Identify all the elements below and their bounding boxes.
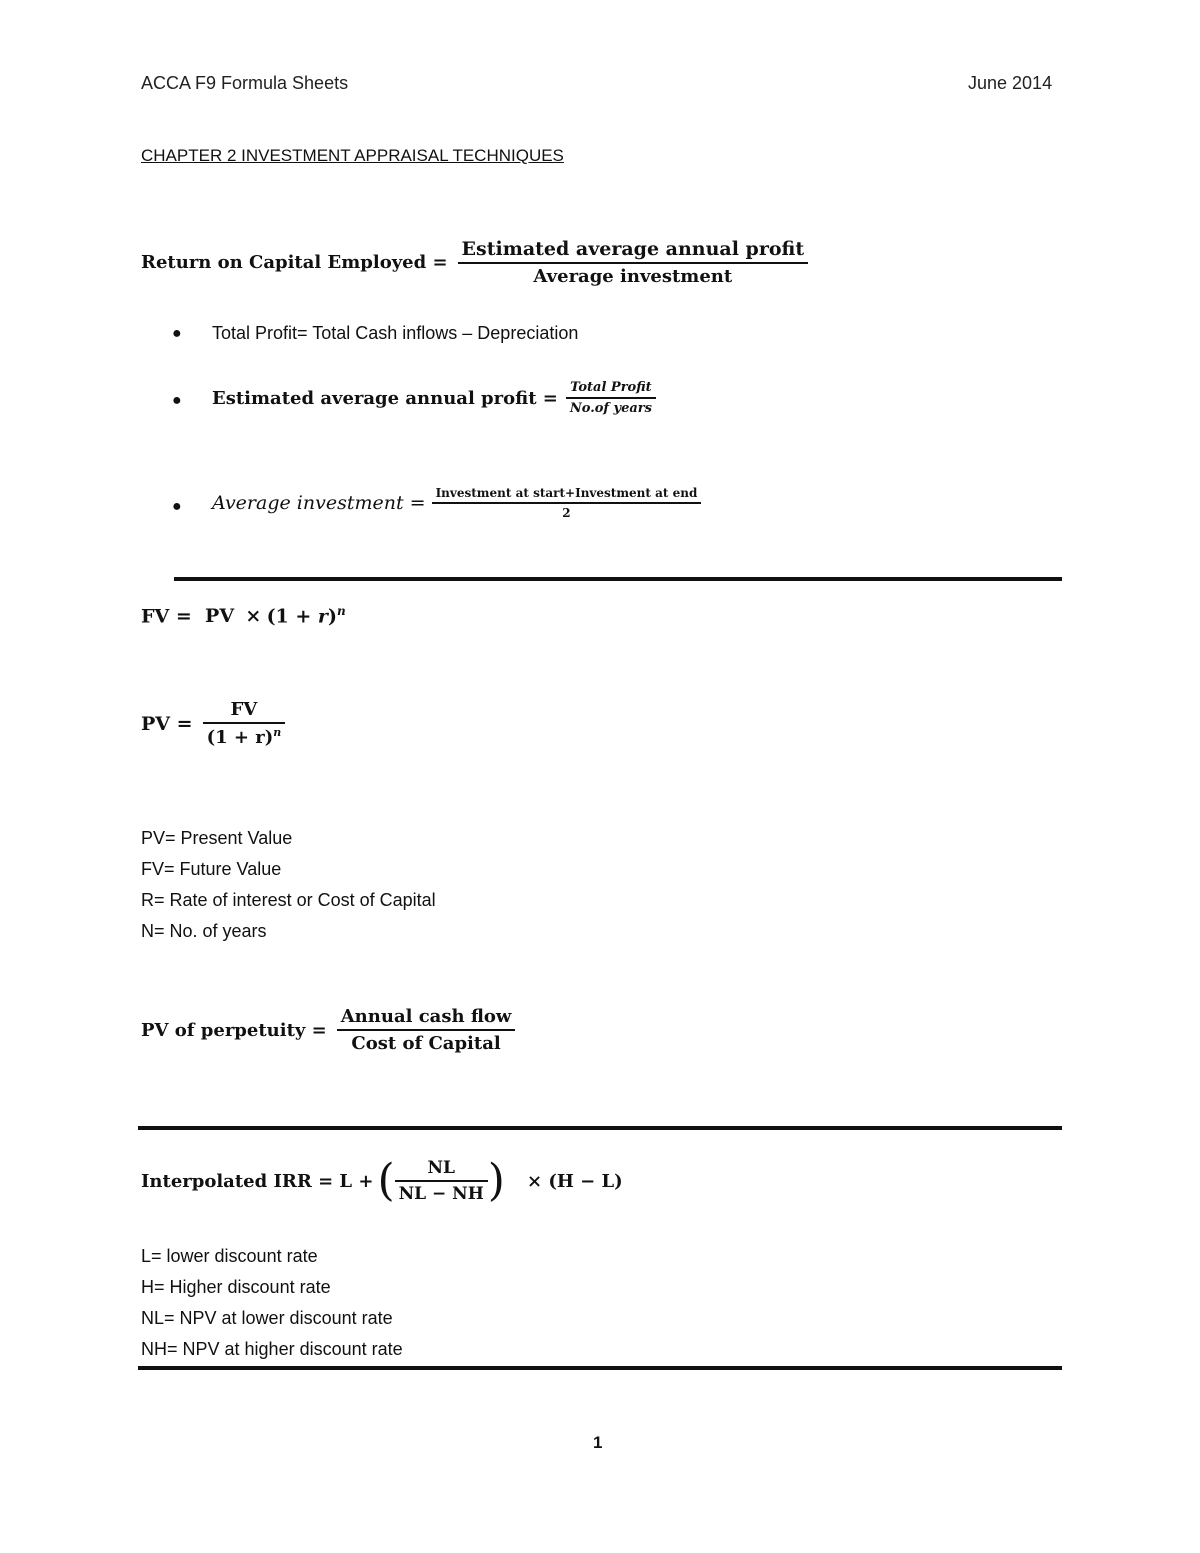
avg-investment-denominator: 2 bbox=[562, 506, 571, 520]
irr-fraction bbox=[395, 1158, 488, 1204]
header-title: ACCA F9 Formula Sheets bbox=[141, 73, 349, 93]
eaap-fraction bbox=[566, 380, 656, 416]
bullet-dot: ● bbox=[172, 325, 182, 342]
fv-lhs: FV = bbox=[141, 605, 192, 628]
pv-numerator: FV bbox=[230, 699, 258, 720]
definition-item: PV= Present Value bbox=[141, 828, 293, 848]
definition-item: NH= NPV at higher discount rate bbox=[141, 1339, 403, 1359]
definition-item: L= lower discount rate bbox=[141, 1246, 318, 1266]
perpetuity-numerator: Annual cash flow bbox=[340, 1006, 512, 1027]
fv-times: × bbox=[245, 605, 262, 628]
irr-numerator: NL bbox=[427, 1158, 455, 1178]
bullet-dot: ● bbox=[172, 498, 182, 515]
irr-definitions-list bbox=[141, 1241, 403, 1365]
eaap-numerator: Total Profit bbox=[570, 380, 652, 395]
section-divider bbox=[174, 577, 1062, 581]
definition-item: NL= NPV at lower discount rate bbox=[141, 1308, 393, 1328]
avg-investment-formula bbox=[212, 486, 701, 520]
header-date: June 2014 bbox=[968, 73, 1053, 93]
fv-close: ) bbox=[327, 605, 337, 628]
fv-exponent: n bbox=[336, 604, 346, 618]
right-paren: ) bbox=[487, 1155, 505, 1206]
section-divider bbox=[138, 1366, 1062, 1370]
perpetuity-lhs: PV of perpetuity = bbox=[141, 1019, 327, 1041]
definition-item: R= Rate of interest or Cost of Capital bbox=[141, 890, 436, 910]
fv-pv: PV bbox=[205, 605, 235, 628]
bullet-dot: ● bbox=[172, 392, 182, 409]
roce-formula bbox=[141, 238, 808, 287]
definition-item: H= Higher discount rate bbox=[141, 1277, 331, 1297]
roce-numerator: Estimated average annual profit bbox=[461, 238, 805, 260]
perpetuity-formula bbox=[141, 1006, 515, 1054]
roce-denominator: Average investment bbox=[533, 266, 733, 287]
pv-denominator: $(1 + r)^n$ bbox=[206, 726, 282, 748]
roce-fraction bbox=[458, 238, 809, 287]
irr-rhs: × (H − L) bbox=[526, 1170, 623, 1192]
avg-investment-numerator: Investment at start+Investment at end bbox=[435, 486, 698, 500]
eaap-denominator: No.of years bbox=[569, 401, 652, 416]
total-profit-bullet: Total Profit= Total Cash inflows – Depreciation bbox=[212, 323, 579, 343]
irr-lhs: Interpolated IRR = L + bbox=[141, 1170, 374, 1192]
avg-investment-fraction bbox=[432, 486, 702, 520]
perpetuity-fraction bbox=[337, 1006, 516, 1054]
definitions-list bbox=[141, 823, 436, 947]
fv-formula bbox=[141, 604, 346, 628]
roce-lhs: Return on Capital Employed = bbox=[141, 252, 448, 273]
fv-r: r bbox=[317, 605, 328, 628]
eaap-formula bbox=[212, 380, 656, 416]
pv-fraction bbox=[203, 699, 286, 748]
section-divider bbox=[138, 1126, 1062, 1130]
perpetuity-denominator: Cost of Capital bbox=[351, 1033, 501, 1054]
avg-investment-lhs: Average investment = bbox=[212, 492, 426, 514]
pv-lhs: PV = bbox=[141, 712, 193, 735]
left-paren: ( bbox=[377, 1155, 395, 1206]
pv-formula bbox=[141, 699, 285, 748]
definition-item: N= No. of years bbox=[141, 921, 267, 941]
irr-denominator: NL − NH bbox=[398, 1184, 484, 1204]
fv-paren: (1 + bbox=[266, 605, 318, 628]
irr-formula bbox=[141, 1155, 623, 1206]
chapter-heading: CHAPTER 2 INVESTMENT APPRAISAL TECHNIQUES bbox=[141, 146, 564, 165]
pv-exponent: n bbox=[273, 726, 282, 739]
page-number: 1 bbox=[593, 1433, 603, 1452]
eaap-lhs: Estimated average annual profit = bbox=[212, 387, 558, 409]
definition-item: FV= Future Value bbox=[141, 859, 282, 879]
